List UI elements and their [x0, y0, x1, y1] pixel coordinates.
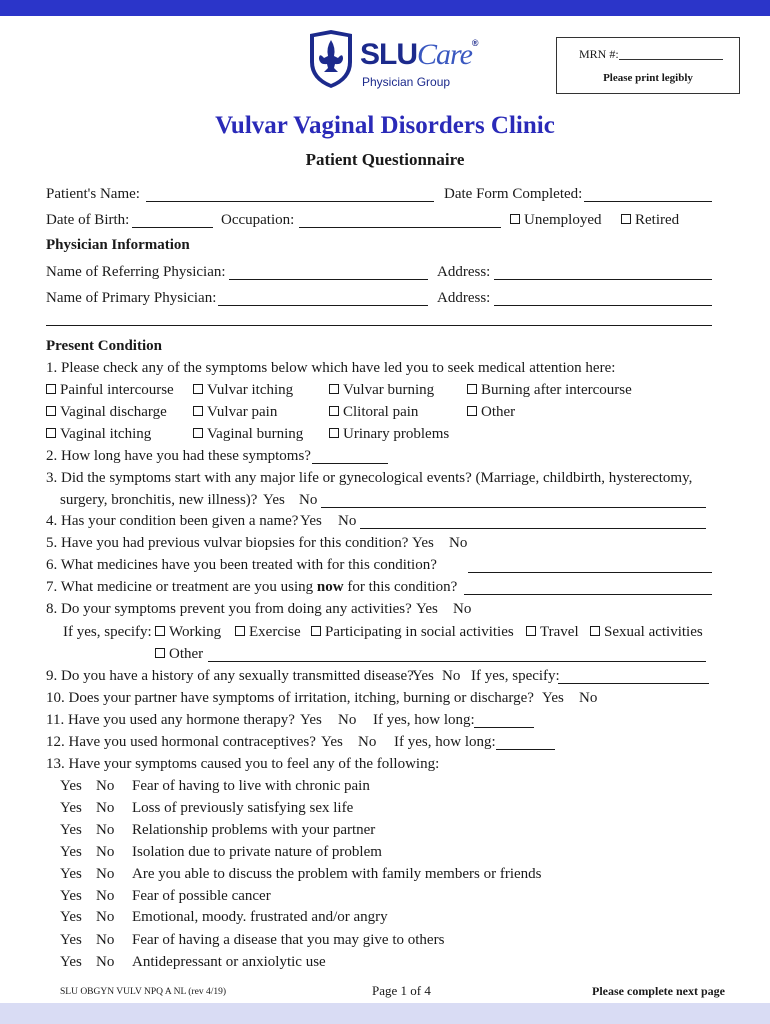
question-4-answer[interactable] — [360, 528, 706, 529]
question-11-answer[interactable] — [474, 727, 534, 728]
feeling-item: Fear of possible cancer — [132, 888, 271, 904]
activity-other-checkbox[interactable]: Other — [155, 645, 203, 663]
yes-option[interactable]: Yes — [321, 734, 343, 750]
yes-option[interactable]: Yes — [60, 866, 82, 882]
dob-field[interactable] — [132, 227, 213, 228]
occupation-field[interactable] — [299, 227, 501, 228]
no-option[interactable]: No — [96, 909, 115, 925]
patient-name-label: Patient's Name: — [46, 186, 140, 202]
yes-option[interactable]: Yes — [60, 800, 82, 816]
checkbox-icon — [329, 428, 339, 438]
page-title: Vulvar Vaginal Disorders Clinic — [215, 112, 555, 139]
no-option[interactable]: No — [96, 822, 115, 838]
patient-name-field[interactable] — [146, 201, 434, 202]
yes-option[interactable]: Yes — [60, 954, 82, 970]
question-7: 7. What medicine or treatment are you using now for this condition? — [46, 579, 458, 595]
no-option[interactable]: No — [442, 668, 461, 684]
question-11: 11. Have you used any hormone therapy? — [46, 712, 295, 728]
logo-subtitle: Physician Group — [362, 75, 451, 89]
referring-physician-label: Name of Referring Physician: — [46, 264, 226, 280]
no-option[interactable]: No — [96, 844, 115, 860]
no-option[interactable]: No — [579, 690, 598, 706]
date-completed-field[interactable] — [584, 201, 712, 202]
symptom-checkbox[interactable]: Burning after intercourse — [467, 381, 632, 399]
yes-option[interactable]: Yes — [412, 668, 434, 684]
checkbox-icon — [311, 626, 321, 636]
question-13: 13. Have your symptoms caused you to feel any of the following: — [46, 756, 440, 772]
activity-other-field[interactable] — [208, 661, 706, 662]
referring-physician-field[interactable] — [229, 279, 428, 280]
yes-option[interactable]: Yes — [60, 932, 82, 948]
primary-address-label: Address: — [437, 290, 491, 306]
no-option[interactable]: No — [96, 800, 115, 816]
primary-physician-label: Name of Primary Physician: — [46, 290, 217, 306]
question-3-cont: surgery, bronchitis, new illness)? — [60, 492, 258, 508]
feeling-item: Fear of having a disease that you may give to others — [132, 932, 445, 948]
yes-option[interactable]: Yes — [60, 844, 82, 860]
checkbox-icon — [193, 428, 203, 438]
activity-checkbox[interactable]: Sexual activities — [590, 623, 703, 641]
symptom-checkbox[interactable]: Painful intercourse — [46, 381, 174, 399]
checkbox-icon — [235, 626, 245, 636]
mrn-box — [556, 37, 740, 94]
yes-option[interactable]: Yes — [60, 778, 82, 794]
primary-physician-field[interactable] — [218, 305, 428, 306]
no-option[interactable]: No — [449, 535, 468, 551]
question-11-how-long: If yes, how long: — [373, 712, 475, 728]
next-page-note: Please complete next page — [592, 984, 725, 998]
feeling-item: Isolation due to private nature of problem — [132, 844, 382, 860]
no-option[interactable]: No — [96, 778, 115, 794]
checkbox-icon — [193, 406, 203, 416]
yes-option[interactable]: Yes — [416, 601, 438, 617]
dob-label: Date of Birth: — [46, 212, 130, 228]
checkbox-icon — [590, 626, 600, 636]
no-option[interactable]: No — [338, 513, 357, 529]
symptom-checkbox[interactable]: Vaginal discharge — [46, 403, 167, 421]
extra-address-field[interactable] — [46, 325, 712, 326]
question-12-answer[interactable] — [496, 749, 555, 750]
question-3-answer[interactable] — [321, 507, 706, 508]
fleur-de-lis-shield-icon — [306, 28, 356, 90]
page-number: Page 1 of 4 — [372, 983, 431, 998]
retired-checkbox[interactable]: Retired — [621, 211, 679, 229]
feeling-item: Antidepressant or anxiolytic use — [132, 954, 326, 970]
slucare-logo: SLUCare® Physician Group — [306, 28, 466, 94]
occupation-label: Occupation: — [221, 212, 295, 228]
question-6-answer[interactable] — [468, 572, 712, 573]
mrn-field[interactable] — [619, 59, 723, 60]
checkbox-icon — [46, 384, 56, 394]
checkbox-icon — [329, 406, 339, 416]
feeling-item: Emotional, moody. frustrated and/or angry — [132, 909, 388, 925]
question-9-answer[interactable] — [558, 683, 709, 684]
no-option[interactable]: No — [338, 712, 357, 728]
question-5: 5. Have you had previous vulvar biopsies for this condition? — [46, 535, 409, 551]
no-option[interactable]: No — [358, 734, 377, 750]
question-9: 9. Do you have a history of any sexually transmitted disease? — [46, 668, 414, 684]
unemployed-checkbox[interactable]: Unemployed — [510, 211, 601, 229]
print-legibly-note: Please print legibly — [603, 72, 693, 84]
symptom-checkbox[interactable]: Vulvar pain — [193, 403, 277, 421]
activity-checkbox[interactable]: Working — [155, 623, 221, 641]
feeling-item: Fear of having to live with chronic pain — [132, 778, 370, 794]
question-3: 3. Did the symptoms start with any major life or gynecological events? (Marriage, childbirth, hysterectomy, — [46, 470, 693, 486]
no-option[interactable]: No — [96, 866, 115, 882]
question-1: 1. Please check any of the symptoms below which have led you to seek medical attention here: — [46, 360, 616, 376]
checkbox-icon — [155, 648, 165, 658]
checkbox-icon — [155, 626, 165, 636]
checkbox-icon — [467, 384, 477, 394]
yes-option[interactable]: Yes — [263, 492, 285, 508]
no-option[interactable]: No — [453, 601, 472, 617]
yes-option[interactable]: Yes — [300, 712, 322, 728]
question-4: 4. Has your condition been given a name? — [46, 513, 299, 529]
page-subtitle: Patient Questionnaire — [305, 150, 465, 169]
checkbox-icon — [46, 406, 56, 416]
mrn-label: MRN #: — [579, 47, 619, 61]
feeling-item: Are you able to discuss the problem with family members or friends — [132, 866, 542, 882]
symptom-checkbox[interactable]: Vulvar burning — [329, 381, 434, 399]
question-2-answer[interactable] — [312, 463, 388, 464]
yes-option[interactable]: Yes — [60, 909, 82, 925]
yes-option[interactable]: Yes — [412, 535, 434, 551]
question-9-specify: If yes, specify: — [471, 668, 560, 684]
yes-option[interactable]: Yes — [60, 822, 82, 838]
question-10: 10. Does your partner have symptoms of irritation, itching, burning or discharge? — [46, 690, 534, 706]
question-8: 8. Do your symptoms prevent you from doing any activities? — [46, 601, 412, 617]
referring-address-field[interactable] — [494, 279, 712, 280]
question-6: 6. What medicines have you been treated with for this condition? — [46, 557, 437, 573]
question-8-specify: If yes, specify: — [63, 624, 152, 640]
bottom-color-bar — [0, 1003, 770, 1024]
symptom-checkbox[interactable]: Urinary problems — [329, 425, 449, 443]
checkbox-icon — [467, 406, 477, 416]
symptom-checkbox[interactable]: Clitoral pain — [329, 403, 418, 421]
question-12: 12. Have you used hormonal contraceptives? — [46, 734, 316, 750]
symptom-checkbox[interactable]: Vaginal burning — [193, 425, 303, 443]
top-color-bar — [0, 0, 770, 16]
yes-option[interactable]: Yes — [60, 888, 82, 904]
question-2: 2. How long have you had these symptoms? — [46, 448, 311, 464]
primary-address-field[interactable] — [494, 305, 712, 306]
feeling-item: Loss of previously satisfying sex life — [132, 800, 354, 816]
activity-checkbox[interactable]: Participating in social activities — [311, 623, 514, 641]
form-code: SLU OBGYN VULV NPQ A NL (rev 4/19) — [60, 987, 226, 997]
checkbox-icon — [46, 428, 56, 438]
date-completed-label: Date Form Completed: — [444, 186, 583, 202]
activity-checkbox[interactable]: Travel — [526, 623, 579, 641]
no-option[interactable]: No — [299, 492, 318, 508]
question-7-answer[interactable] — [464, 594, 712, 595]
yes-option[interactable]: Yes — [300, 513, 322, 529]
question-12-how-long: If yes, how long: — [394, 734, 496, 750]
physician-info-heading: Physician Information — [46, 237, 190, 253]
checkbox-icon — [621, 214, 631, 224]
no-option[interactable]: No — [96, 932, 115, 948]
checkbox-icon — [526, 626, 536, 636]
symptom-checkbox[interactable]: Other — [467, 403, 515, 421]
symptom-checkbox[interactable]: Vulvar itching — [193, 381, 293, 399]
no-option[interactable]: No — [96, 888, 115, 904]
symptom-checkbox[interactable]: Vaginal itching — [46, 425, 151, 443]
checkbox-icon — [329, 384, 339, 394]
checkbox-icon — [193, 384, 203, 394]
activity-checkbox[interactable]: Exercise — [235, 623, 301, 641]
yes-option[interactable]: Yes — [542, 690, 564, 706]
checkbox-icon — [510, 214, 520, 224]
no-option[interactable]: No — [96, 954, 115, 970]
feeling-item: Relationship problems with your partner — [132, 822, 376, 838]
present-condition-heading: Present Condition — [46, 338, 162, 354]
referring-address-label: Address: — [437, 264, 491, 280]
